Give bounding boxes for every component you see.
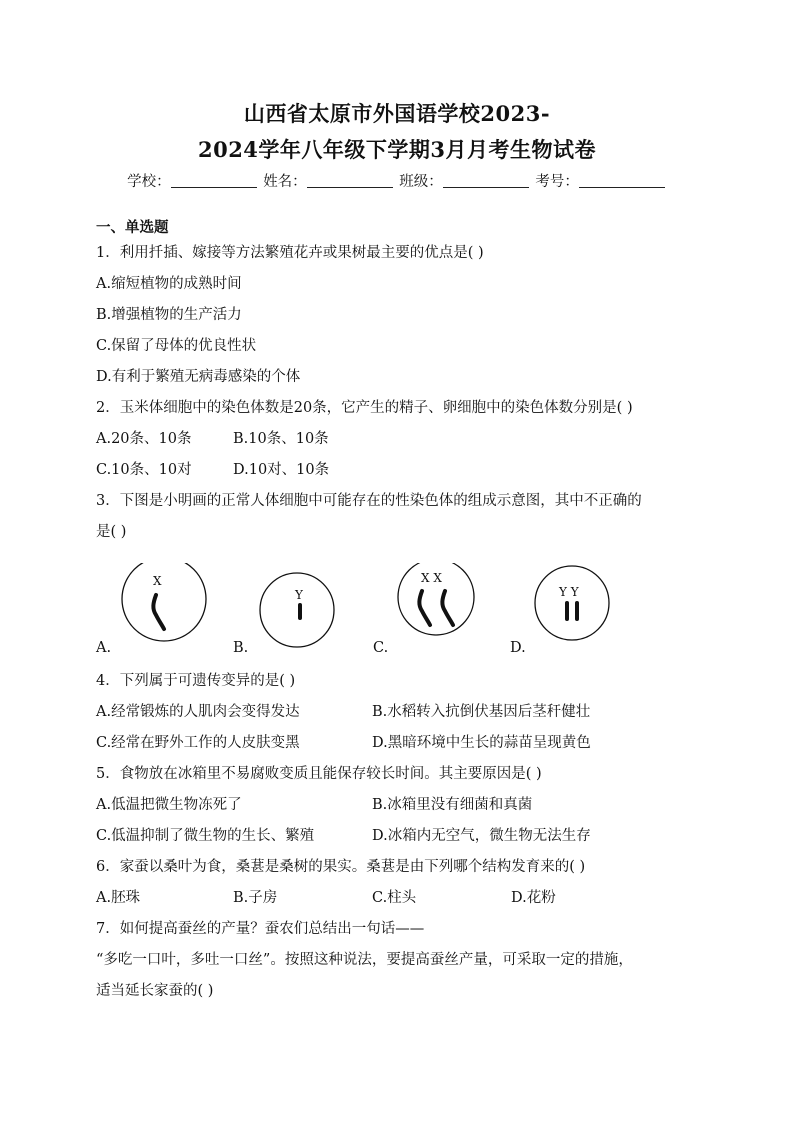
q2-option-c[interactable]: C.10条、10对 [96,462,192,478]
q6-option-b[interactable]: B.子房 [233,890,278,906]
figure-a-cell [122,563,206,641]
name-label: 姓名： [263,174,307,190]
q5-stem: 5．食物放在冰箱里不易腐败变质且能保存较长时间。其主要原因是( ) [96,766,542,782]
q7-stem-line2: “多吃一口叶，多吐一口丝”。按照这种说法，要提高蚕丝产量，可采取一定的措施， [96,952,633,968]
name-blank[interactable] [307,173,393,188]
q2-option-a[interactable]: A.20条、10条 [96,431,192,447]
q3-option-c[interactable]: C. [373,640,389,656]
q5-option-b[interactable]: B.冰箱里没有细菌和真菌 [372,797,533,813]
q6-option-c[interactable]: C.柱头 [372,890,417,906]
q4-stem: 4．下列属于可遗传变异的是( ) [96,673,296,689]
figure-d-cell [535,566,609,640]
student-info-row [0,170,794,191]
class-blank[interactable] [443,173,529,188]
chromosome-diagram [96,563,696,663]
exam-title-line2: 2024学年八年级下学期3月月考生物试卷 [197,137,597,162]
q4-option-c[interactable]: C.经常在野外工作的人皮肤变黑 [96,735,300,751]
q3-option-d[interactable]: D. [510,640,526,656]
q1-option-a[interactable]: A.缩短植物的成熟时间 [96,276,242,292]
school-blank[interactable] [171,173,257,188]
q3-option-b[interactable]: B. [233,640,249,656]
exam-title-line1: 山西省太原市外国语学校2023- [243,101,551,126]
figure-c-cell [398,563,474,635]
exam-number-label: 考号： [535,174,579,190]
label-xx: X X [421,571,442,585]
q1-option-c[interactable]: C.保留了母体的优良性状 [96,338,257,354]
q7-stem-line3: 适当延长家蚕的( ) [96,983,214,999]
q2-option-b[interactable]: B.10条、10条 [233,431,329,447]
q5-option-c[interactable]: C.低温抑制了微生物的生长、繁殖 [96,828,315,844]
x-chromosome [153,595,164,629]
q2-stem: 2．玉米体细胞中的染色体数是20条，它产生的精子、卵细胞中的染色体数分别是( ) [96,400,633,416]
section-title: 一、单选题 [96,219,169,236]
q6-option-d[interactable]: D.花粉 [511,890,556,906]
q2-option-d[interactable]: D.10对、10条 [233,462,330,478]
label-yy: Y Y [559,585,579,599]
q3-stem-line2: 是( ) [96,524,127,540]
q3-stem-line1: 3．下图是小明画的正常人体细胞中可能存在的性染色体的组成示意图，其中不正确的 [96,493,642,509]
q1-option-b[interactable]: B.增强植物的生产活力 [96,307,242,323]
x-chromosome-2 [442,591,453,625]
school-label: 学校： [127,174,171,190]
q3-option-a[interactable]: A. [96,640,112,656]
q5-option-a[interactable]: A.低温把微生物冻死了 [96,797,242,813]
q1-stem: 1．利用扦插、嫁接等方法繁殖花卉或果树最主要的优点是( ) [96,245,484,261]
label-y: Y [295,588,303,602]
q1-option-d[interactable]: D.有利于繁殖无病毒感染的个体 [96,369,301,385]
q4-option-a[interactable]: A.经常锻炼的人肌肉会变得发达 [96,704,300,720]
exam-number-blank[interactable] [579,173,665,188]
q5-option-d[interactable]: D.冰箱内无空气，微生物无法生存 [372,828,591,844]
figure-b-cell [260,573,334,647]
q4-option-b[interactable]: B.水稻转入抗倒伏基因后茎秆健壮 [372,704,591,720]
q7-stem-line1: 7．如何提高蚕丝的产量？蚕农们总结出一句话—— [96,921,425,937]
q6-option-a[interactable]: A.胚珠 [96,890,141,906]
x-chromosome-1 [419,591,430,625]
chromosome-figures [96,563,696,663]
class-label: 班级： [399,174,443,190]
label-x: X [153,574,162,588]
q4-option-d[interactable]: D.黑暗环境中生长的蒜苗呈现黄色 [372,735,591,751]
q6-stem: 6．家蚕以桑叶为食，桑葚是桑树的果实。桑葚是由下列哪个结构发育来的( ) [96,859,586,875]
